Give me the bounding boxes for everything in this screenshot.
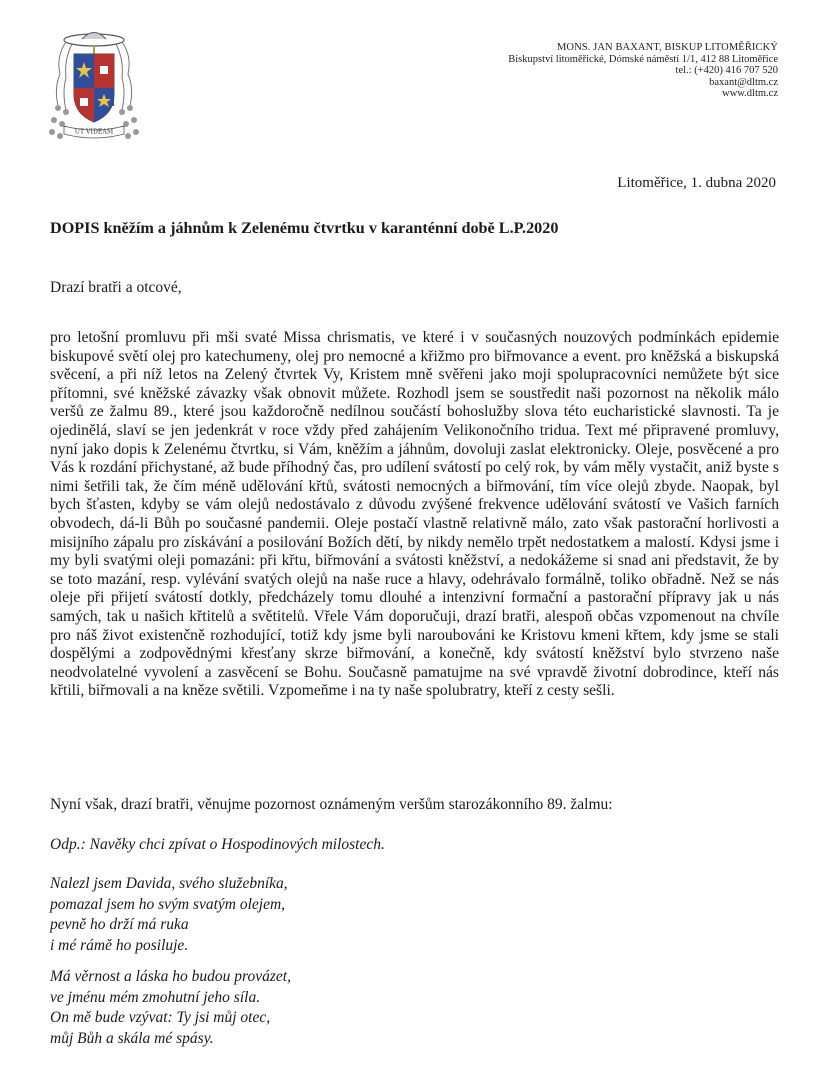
episcopal-coat-of-arms bbox=[44, 26, 144, 142]
psalm-verse: pomazal jsem ho svým svatým olejem, bbox=[50, 895, 286, 913]
letter-date: Litoměřice, 1. dubna 2020 bbox=[617, 175, 776, 191]
coat-of-arms-graphic bbox=[44, 26, 144, 142]
salutation: Drazí bratři a otcové, bbox=[50, 279, 182, 296]
psalm-stanza bbox=[50, 967, 291, 1049]
phone: tel.: (+420) 416 707 520 bbox=[675, 65, 778, 77]
psalm-verse: Má věrnost a láska ho budou provázet, bbox=[50, 968, 291, 985]
bishop-name: MONS. JAN BAXANT, BISKUP LITOMĚŘICKÝ bbox=[556, 42, 778, 53]
psalm-verse: ve jménu mém zmohutní jeho síla. bbox=[50, 988, 261, 1006]
psalm-introduction: Nyní však, drazí bratři, věnujme pozornost oznámeným veršům starozákonního 89. žalmu: bbox=[50, 796, 613, 813]
website: www.dltm.cz bbox=[722, 88, 778, 100]
body-paragraph: pro letošní promluvu při mši svaté Missa chrismatis, ve které i v současných nouzových podmínkách epidemie biskupové světí olej pro katechumeny, olej pro nemocné a křižmo pro biřmovance a event. pro kněžská a biskupská svěcení, a při níž letos na Zelený čtvrtek Vy, Kristem mně svěřeni jako moji spolupracovníci nemůžete být sice přítomni, své kněžské závazky však obnovit můžete. Rozhodl jsem se soustředit naši pozornost na několik málo veršů ze žalmu 89., které jsou každoročně nedílnou součástí bohoslužby slova této eucharistické slavnosti. Ta je ojedinělá, slaví se jen jedenkrát v roce vždy před zahájením Velikonočního tridua. Text mé připravené promluvy, nyní jako dopis k Zelenému čtvrtku, si Vám, kněžím a jáhnům, dovoluji zaslat elektronicky. Oleje, posvěcené a pro Vás k rozdání přichystané, až bude příhodný čas, pro udílení svátostí po celý rok, by vám měly vystačit, aniž byste s nimi šetřili tak, že čím méně udělování křtů, svátosti nemocných a biřmování, tím více olejů zbyde. Naopak, byl bych šťasten, kdyby se vám olejů nedostávalo z důvodu zvýšené frekvence udělování svátostí ve Vašich farních obvodech, dá-li Bůh po současné pandemii. Oleje postačí vlastně relativně málo, zato však pastorační horlivosti a misijního zápalu pro získávání a posilování Božích dětí, by nikdy nemělo trpět nedostatkem a malostí. Kdysi jsme i my byli svatými oleji pomazáni: při křtu, biřmování a svátosti kněžství, a nedokážeme si snad ani představit, že by se toto mazání, resp. vylévání svatých olejů na naše ruce a hlavy, odehrávalo formálně, toliko obřadně. Než se nás oleje při přijetí svátostí dotkly, předcházely tomu dlouhé a intenzivní formační a pastorační přípravy jak u nás samých, tak u našich křtitelů a světitelů. Vřele Vám doporučuji, drazí bratři, alespoň občas vzpomenout na chvíle pro náš život existenčně rozhodující, totiž kdy jsme byli naroubováni ke Kristovu kmeni křtem, kdy jsme se stali dospělými a zodpovědnými křesťany skrze biřmování, a konečně, kdy svátostí kněžství bylo stvrzeno naše neodvolatelné vyvolení a zasvěcení se Bohu. Současně pamatujme na své vpravdě životní dobrodince, kteří nás křtili, biřmovali a na kněze světili. Vzpomeňme i na ty naše spolubratry, kteří z cesty sešli. bbox=[50, 329, 779, 700]
crest-motto: UT VIDEAM bbox=[74, 128, 114, 136]
psalm-verse: On mě bude vzývat: Ty jsi můj otec, bbox=[50, 1009, 271, 1027]
psalm-verse: Nalezl jsem Davida, svého služebníka, bbox=[50, 875, 288, 892]
psalm-stanza bbox=[50, 874, 288, 956]
letterhead bbox=[418, 42, 778, 100]
psalm-response: Odp.: Navěky chci zpívat o Hospodinových milostech. bbox=[50, 836, 385, 853]
email: baxant@dltm.cz bbox=[709, 76, 778, 88]
psalm-verse: pevně ho drží má ruka bbox=[50, 916, 189, 934]
bishopric-address: Biskupství litoměřické, Dómské náměstí 1/1, 412 88 Litoměřice bbox=[508, 53, 778, 65]
psalm-verse: i mé rámě ho posiluje. bbox=[50, 936, 189, 954]
letter-subject: DOPIS kněžím a jáhnům k Zelenému čtvrtku v karanténní době L.P.2020 bbox=[50, 219, 559, 237]
psalm-verse: můj Bůh a skála mé spásy. bbox=[50, 1029, 214, 1047]
